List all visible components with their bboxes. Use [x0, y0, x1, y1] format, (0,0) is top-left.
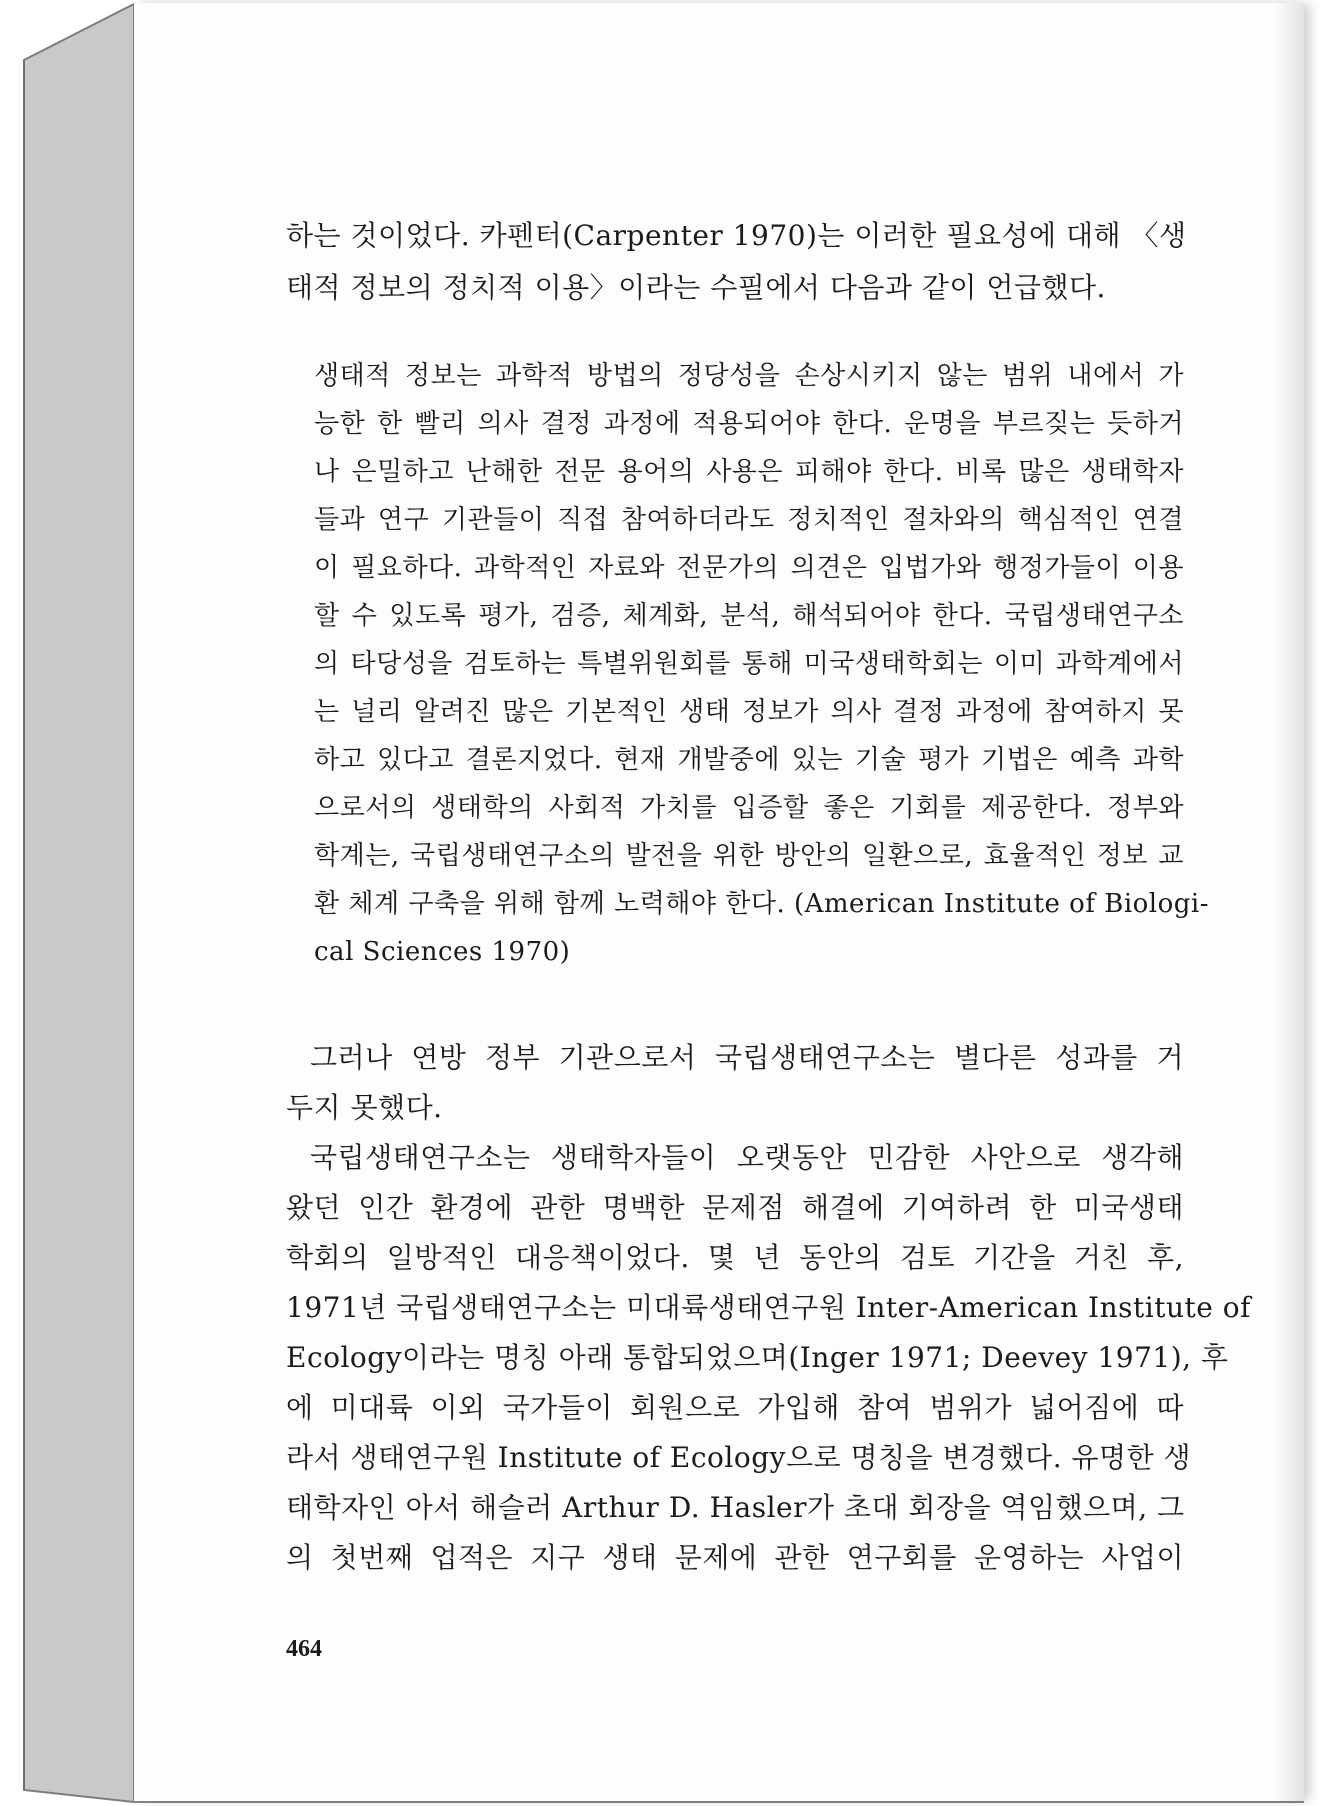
- quote-line: 나 은밀하고 난해한 전문 용어의 사용은 피해야 한다. 비록 많은 생태학자: [314, 457, 1184, 487]
- quote-line: 환 체계 구축을 위해 함께 노력해야 한다. (American Institute of Biologi-: [314, 889, 1209, 919]
- text-line: 국립생태연구소는 생태학자들이 오랫동안 민감한 사안으로 생각해: [310, 1141, 1184, 1174]
- text-line: 왔던 인간 환경에 관한 명백한 문제점 해결에 기여하려 한 미국생태: [286, 1191, 1184, 1224]
- quote-line: 는 널리 알려진 많은 기본적인 생태 정보가 의사 결정 과정에 참여하지 못: [314, 697, 1184, 727]
- page-edge-shadow: [1274, 3, 1304, 1801]
- text-line: 1971년 국립생태연구소는 미대륙생태연구원 Inter-American Institute of: [286, 1291, 1251, 1324]
- quote-line: 들과 연구 기관들이 직접 참여하더라도 정치적인 절차와의 핵심적인 연결: [314, 505, 1184, 535]
- text-line: 태적 정보의 정치적 이용〉이라는 수필에서 다음과 같이 언급했다.: [286, 271, 1106, 304]
- text-line: 태학자인 아서 해슬러 Arthur D. Hasler가 초대 회장을 역임했으며, 그: [286, 1491, 1185, 1524]
- quote-line: 으로서의 생태학의 사회적 가치를 입증할 좋은 기회를 제공한다. 정부와: [314, 793, 1184, 823]
- quote-line: 능한 한 빨리 의사 결정 과정에 적용되어야 한다. 운명을 부르짖는 듯하거: [314, 409, 1184, 439]
- quote-line: 할 수 있도록 평가, 검증, 체계화, 분석, 해석되어야 한다. 국립생태연구소: [314, 601, 1184, 631]
- quote-line: 하고 있다고 결론지었다. 현재 개발중에 있는 기술 평가 기법은 예측 과학: [314, 745, 1184, 775]
- text-line: 학회의 일방적인 대응책이었다. 몇 년 동안의 검토 기간을 거친 후,: [286, 1241, 1184, 1274]
- text-line: 라서 생태연구원 Institute of Ecology으로 명칭을 변경했다. 유명한 생: [286, 1441, 1192, 1474]
- text-line: 의 첫번째 업적은 지구 생태 문제에 관한 연구회를 운영하는 사업이: [286, 1541, 1184, 1574]
- page-number: 464: [286, 1636, 322, 1662]
- text-line: 에 미대륙 이외 국가들이 회원으로 가입해 참여 범위가 넓어짐에 따: [286, 1391, 1184, 1424]
- quote-line: 이 필요하다. 과학적인 자료와 전문가의 의견은 입법가와 행정가들이 이용: [314, 553, 1184, 583]
- quote-line: cal Sciences 1970): [314, 937, 571, 967]
- text-line: 두지 못했다.: [286, 1091, 443, 1124]
- text-line: 그러나 연방 정부 기관으로서 국립생태연구소는 별다른 성과를 거: [310, 1041, 1184, 1074]
- quote-line: 의 타당성을 검토하는 특별위원회를 통해 미국생태학회는 이미 과학계에서: [314, 649, 1184, 679]
- quote-line: 생태적 정보는 과학적 방법의 정당성을 손상시키지 않는 범위 내에서 가: [314, 361, 1184, 391]
- quote-line: 학계는, 국립생태연구소의 발전을 위한 방안의 일환으로, 효율적인 정보 교: [314, 841, 1184, 871]
- text-line: 하는 것이었다. 카펜터(Carpenter 1970)는 이러한 필요성에 대해 〈생: [286, 219, 1187, 252]
- text-line: Ecology이라는 명칭 아래 통합되었으며(Inger 1971; Deevey 1971), 후: [286, 1341, 1229, 1374]
